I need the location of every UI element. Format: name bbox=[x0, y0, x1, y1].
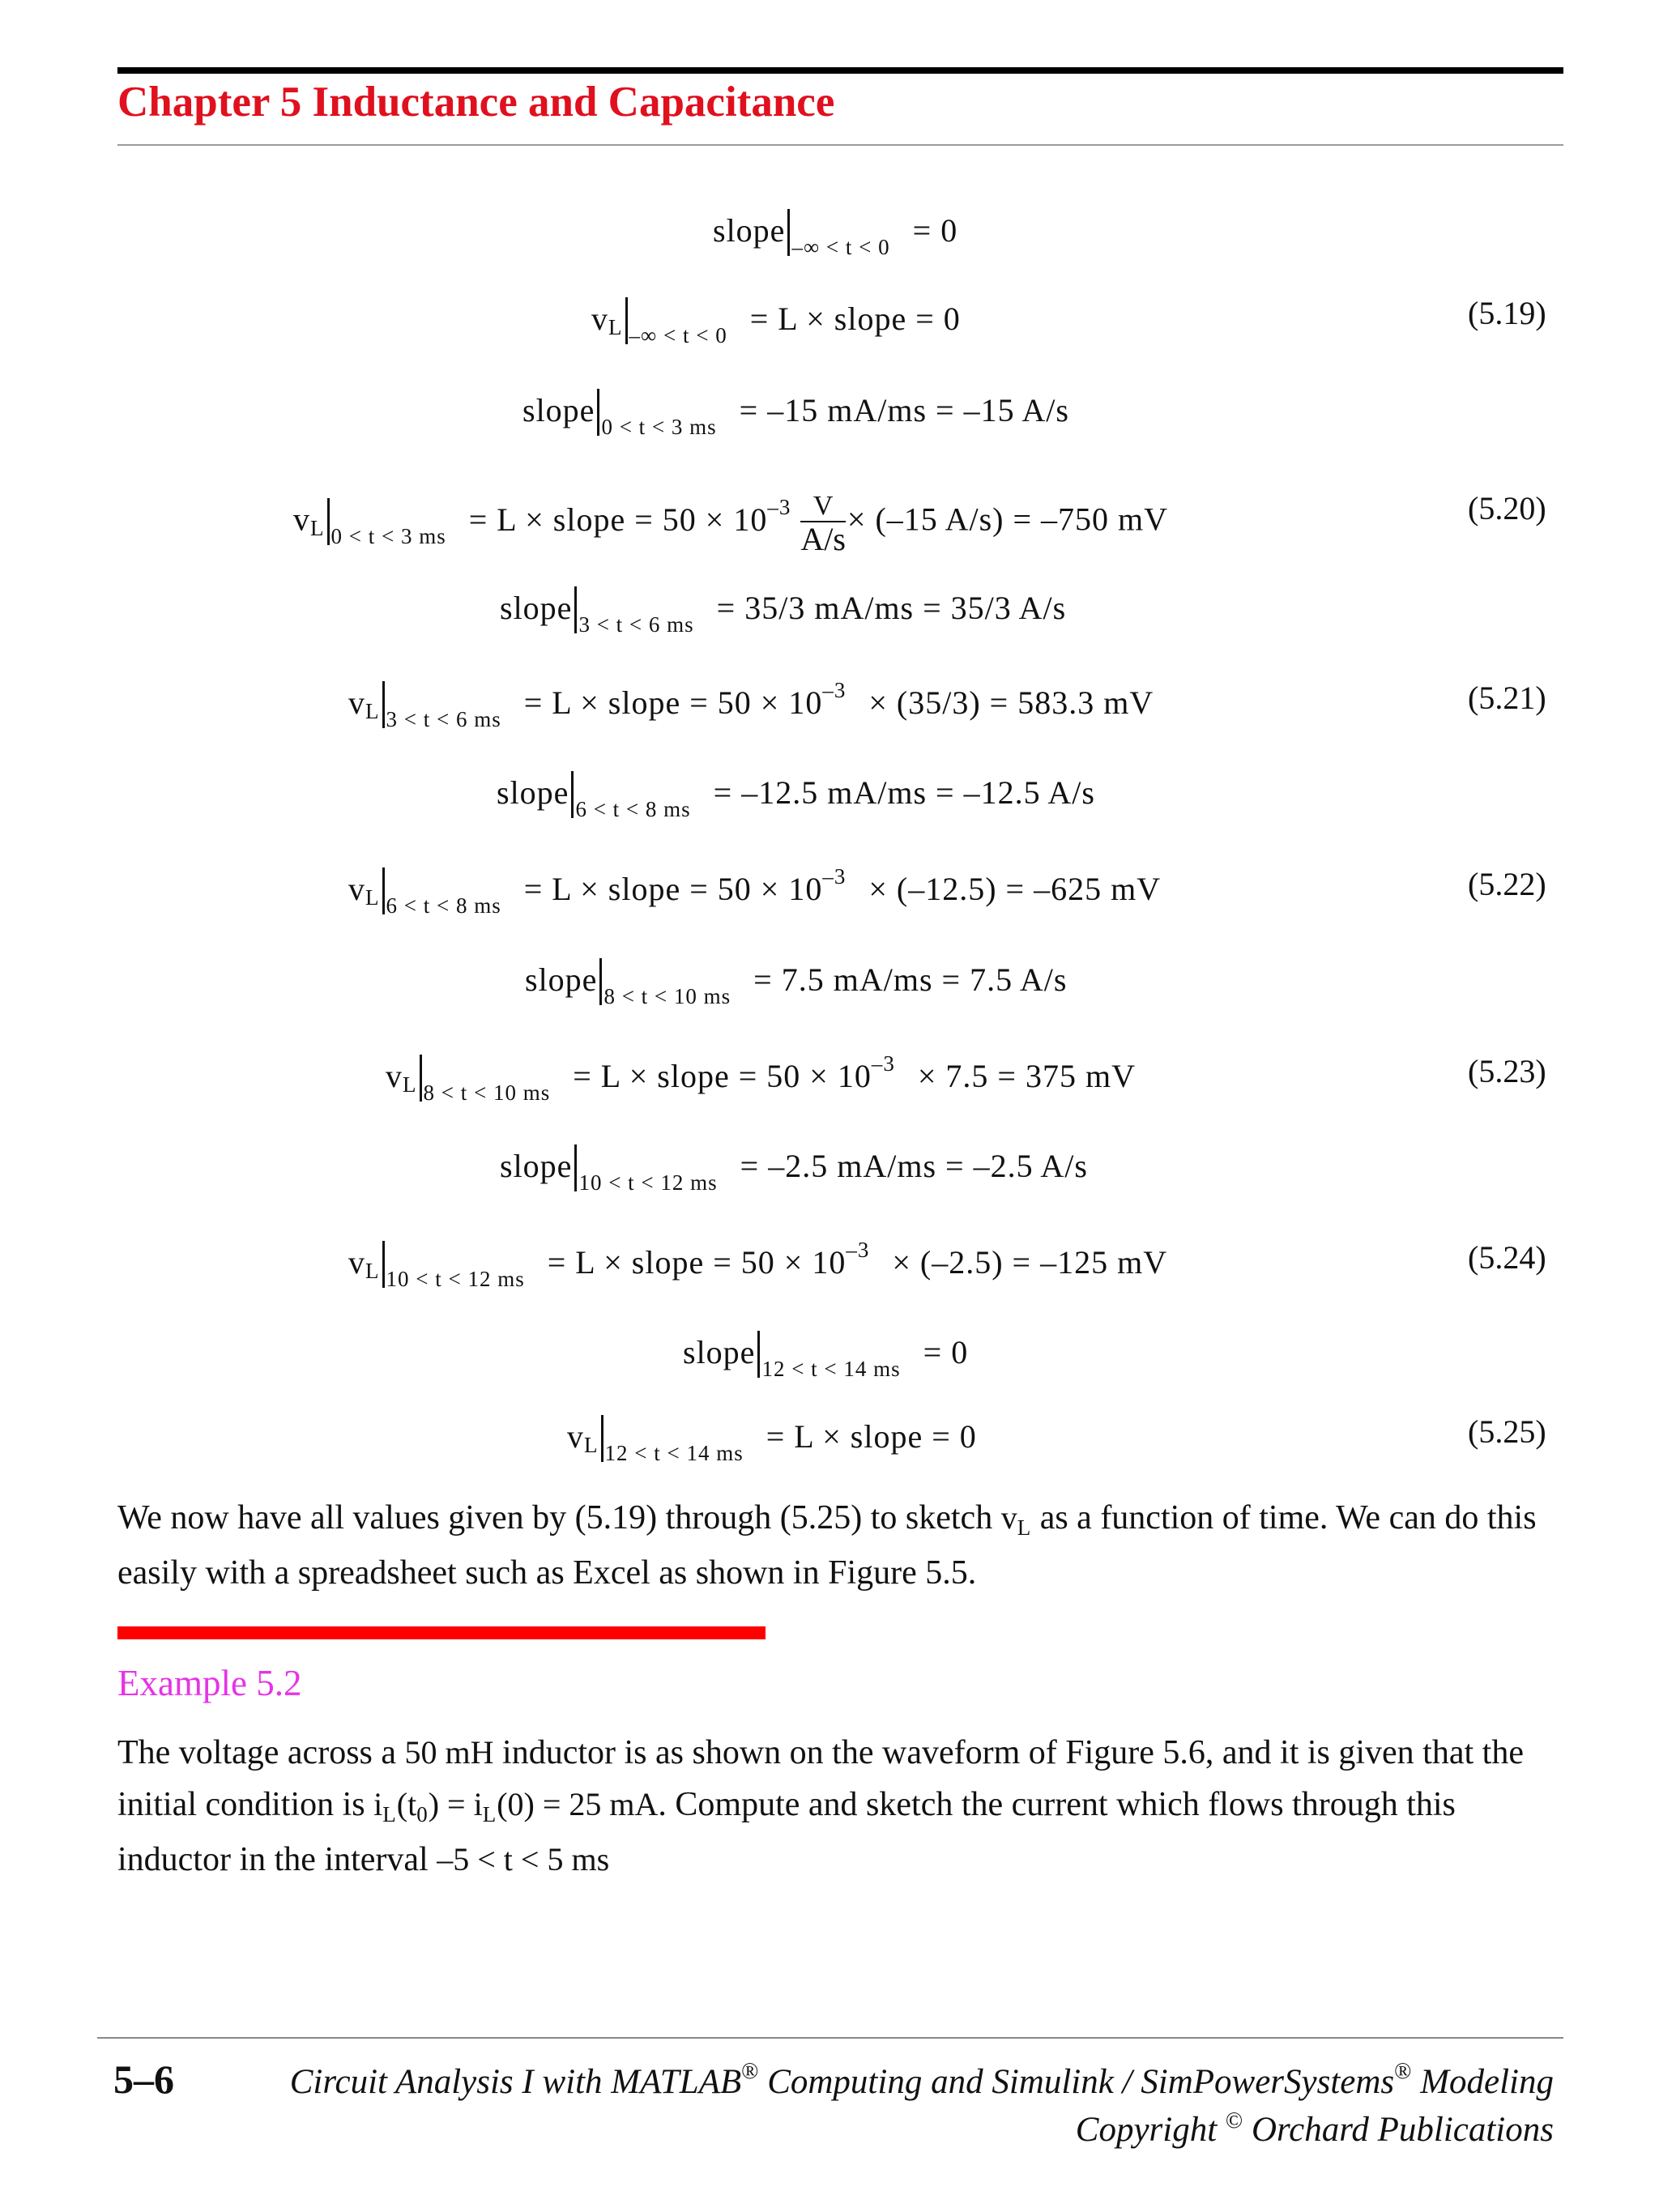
eq-lhs-sub: L bbox=[608, 315, 623, 339]
equation-number: (5.23) bbox=[1468, 1053, 1546, 1089]
fraction-v-per-a-s bbox=[800, 492, 846, 556]
eq-lhs-sub: L bbox=[584, 1433, 599, 1457]
fraction-denominator: A/s bbox=[800, 520, 846, 557]
book-title-part: Circuit Analysis I with MATLAB bbox=[289, 2063, 742, 2101]
math-sub: L bbox=[482, 1802, 497, 1826]
eq-interval: 6 < t < 8 ms bbox=[386, 893, 501, 918]
eq-exponent: –3 bbox=[846, 1238, 870, 1262]
equation-number: (5.19) bbox=[1468, 295, 1546, 331]
eq-lhs: v bbox=[591, 300, 608, 337]
example-text: The voltage across a bbox=[117, 1734, 397, 1771]
eq-lhs: v bbox=[386, 1058, 403, 1094]
eq-interval: 12 < t < 14 ms bbox=[761, 1357, 901, 1381]
eq-lhs: v bbox=[348, 684, 365, 721]
eq-exponent: –3 bbox=[767, 494, 791, 519]
eq-rhs: = 7.5 mA/ms = 7.5 A/s bbox=[753, 961, 1068, 998]
eq-rhs-tail: × (–15 A/s) = –750 mV bbox=[847, 501, 1169, 538]
eq-rhs-tail: × (–12.5) = –625 mV bbox=[868, 871, 1162, 907]
math-sub: L bbox=[382, 1802, 397, 1826]
eq-lhs: slope bbox=[713, 212, 786, 249]
eq-exponent: –3 bbox=[822, 864, 847, 889]
paragraph-sketch-vl bbox=[117, 1492, 1563, 1599]
paragraph-text: as a function of time. We can do this easily with a spreadsheet such as Excel as shown in Figure 5.5. bbox=[117, 1499, 1537, 1592]
inline-math-initial-condition bbox=[373, 1786, 659, 1826]
example-title: Example 5.2 bbox=[117, 1663, 302, 1703]
equation-number: (5.20) bbox=[1468, 490, 1546, 526]
fraction-numerator: V bbox=[800, 492, 846, 522]
header-divider bbox=[117, 144, 1563, 146]
eq-lhs: slope bbox=[500, 590, 573, 626]
eq-lhs: slope bbox=[525, 961, 598, 998]
equation-number: (5.21) bbox=[1468, 680, 1546, 716]
eq-rhs: = L × slope = 0 bbox=[766, 1418, 977, 1455]
top-rule bbox=[117, 67, 1563, 74]
eq-interval: –∞ < t < 0 bbox=[791, 235, 890, 259]
eq-lhs-sub: L bbox=[403, 1072, 417, 1097]
inline-math-inductance: 50 mH bbox=[404, 1734, 494, 1771]
eq-interval: 12 < t < 14 ms bbox=[604, 1441, 744, 1465]
eq-lhs: v bbox=[348, 871, 365, 907]
math-eq: ) = i bbox=[428, 1786, 483, 1822]
eq-interval: –∞ < t < 0 bbox=[629, 323, 727, 347]
math-t: (t bbox=[396, 1786, 417, 1822]
paragraph-text: We now have all values given by (5.19) through (5.25) to sketch bbox=[117, 1499, 993, 1536]
eq-rhs: = –12.5 mA/ms = –12.5 A/s bbox=[713, 774, 1095, 811]
eq-interval: 0 < t < 3 ms bbox=[331, 523, 446, 548]
eq-interval: 10 < t < 12 ms bbox=[386, 1267, 525, 1291]
book-title-part: Computing and Simulink / SimPowerSystems bbox=[758, 2063, 1395, 2101]
eq-rhs: = L × slope = 50 × 10 bbox=[468, 501, 768, 538]
copyright-text: Copyright bbox=[1075, 2111, 1226, 2149]
eq-lhs: v bbox=[567, 1418, 584, 1455]
section-divider-bar bbox=[117, 1626, 766, 1639]
chapter-title: Chapter 5 Inductance and Capacitance bbox=[117, 79, 835, 126]
eq-lhs: slope bbox=[522, 392, 595, 428]
eq-rhs: = 35/3 mA/ms = 35/3 A/s bbox=[716, 590, 1067, 626]
eq-lhs-sub: L bbox=[365, 699, 380, 723]
math-i: i bbox=[373, 1786, 383, 1822]
inline-math-sub: L bbox=[1017, 1515, 1032, 1540]
equation-number: (5.24) bbox=[1468, 1239, 1546, 1276]
book-title bbox=[289, 2059, 1554, 2102]
eq-interval: 3 < t < 6 ms bbox=[386, 707, 501, 731]
example-text: inductor is as shown on the waveform of Figure 5.6, and it is given that the initial condition is bbox=[117, 1734, 1524, 1823]
eq-exponent: –3 bbox=[822, 678, 847, 702]
footer-rule bbox=[97, 2037, 1563, 2039]
math-sub: 0 bbox=[416, 1802, 429, 1826]
eq-rhs-tail: × (35/3) = 583.3 mV bbox=[868, 684, 1154, 721]
eq-interval: 0 < t < 3 ms bbox=[601, 415, 717, 439]
eq-exponent: –3 bbox=[871, 1051, 895, 1076]
eq-interval: 6 < t < 8 ms bbox=[575, 797, 691, 821]
equation-number: (5.25) bbox=[1468, 1413, 1546, 1450]
eq-rhs: = L × slope = 50 × 10 bbox=[523, 684, 823, 721]
eq-rhs: = L × slope = 50 × 10 bbox=[523, 871, 823, 907]
eq-lhs: v bbox=[293, 501, 310, 538]
copyright-text: Orchard Publications bbox=[1243, 2111, 1554, 2149]
eq-rhs: = L × slope = 0 bbox=[749, 300, 961, 337]
equation-number: (5.22) bbox=[1468, 866, 1546, 902]
eq-rhs: = –15 mA/ms = –15 A/s bbox=[739, 392, 1069, 428]
eq-lhs: slope bbox=[683, 1334, 756, 1370]
eq-lhs: slope bbox=[497, 774, 569, 811]
book-title-part: Modeling bbox=[1411, 2063, 1554, 2101]
eq-interval: 3 < t < 6 ms bbox=[578, 612, 694, 637]
eq-rhs-tail: × (–2.5) = –125 mV bbox=[892, 1244, 1168, 1281]
eq-lhs-sub: L bbox=[310, 515, 325, 540]
eq-lhs: slope bbox=[500, 1148, 573, 1184]
eq-rhs: = 0 bbox=[912, 212, 958, 249]
copyright-line bbox=[1076, 2110, 1554, 2150]
eq-interval: 8 < t < 10 ms bbox=[603, 984, 731, 1008]
eq-interval: 10 < t < 12 ms bbox=[578, 1170, 718, 1195]
eq-lhs: v bbox=[348, 1244, 365, 1281]
eq-rhs: = –2.5 mA/ms = –2.5 A/s bbox=[740, 1148, 1088, 1184]
registered-mark: ® bbox=[741, 2059, 759, 2084]
eq-lhs-sub: L bbox=[365, 885, 380, 910]
eq-lhs-sub: L bbox=[365, 1259, 380, 1283]
inline-math-interval: –5 < t < 5 ms bbox=[437, 1841, 610, 1877]
eq-rhs: = L × slope = 50 × 10 bbox=[547, 1244, 847, 1281]
eq-interval: 8 < t < 10 ms bbox=[423, 1080, 551, 1105]
page-number: 5–6 bbox=[113, 2056, 174, 2102]
registered-mark: ® bbox=[1394, 2059, 1412, 2084]
eq-rhs-tail: × 7.5 = 375 mV bbox=[917, 1058, 1136, 1094]
math-value: (0) = 25 mA bbox=[497, 1786, 659, 1822]
example-text: . Compute and sketch the current which flows through this inductor in the interval bbox=[117, 1786, 1456, 1878]
copyright-symbol: © bbox=[1225, 2108, 1243, 2133]
example-paragraph bbox=[117, 1727, 1563, 1886]
eq-rhs: = 0 bbox=[923, 1334, 969, 1370]
eq-rhs: = L × slope = 50 × 10 bbox=[573, 1058, 872, 1094]
inline-math-v: v bbox=[1000, 1499, 1017, 1536]
